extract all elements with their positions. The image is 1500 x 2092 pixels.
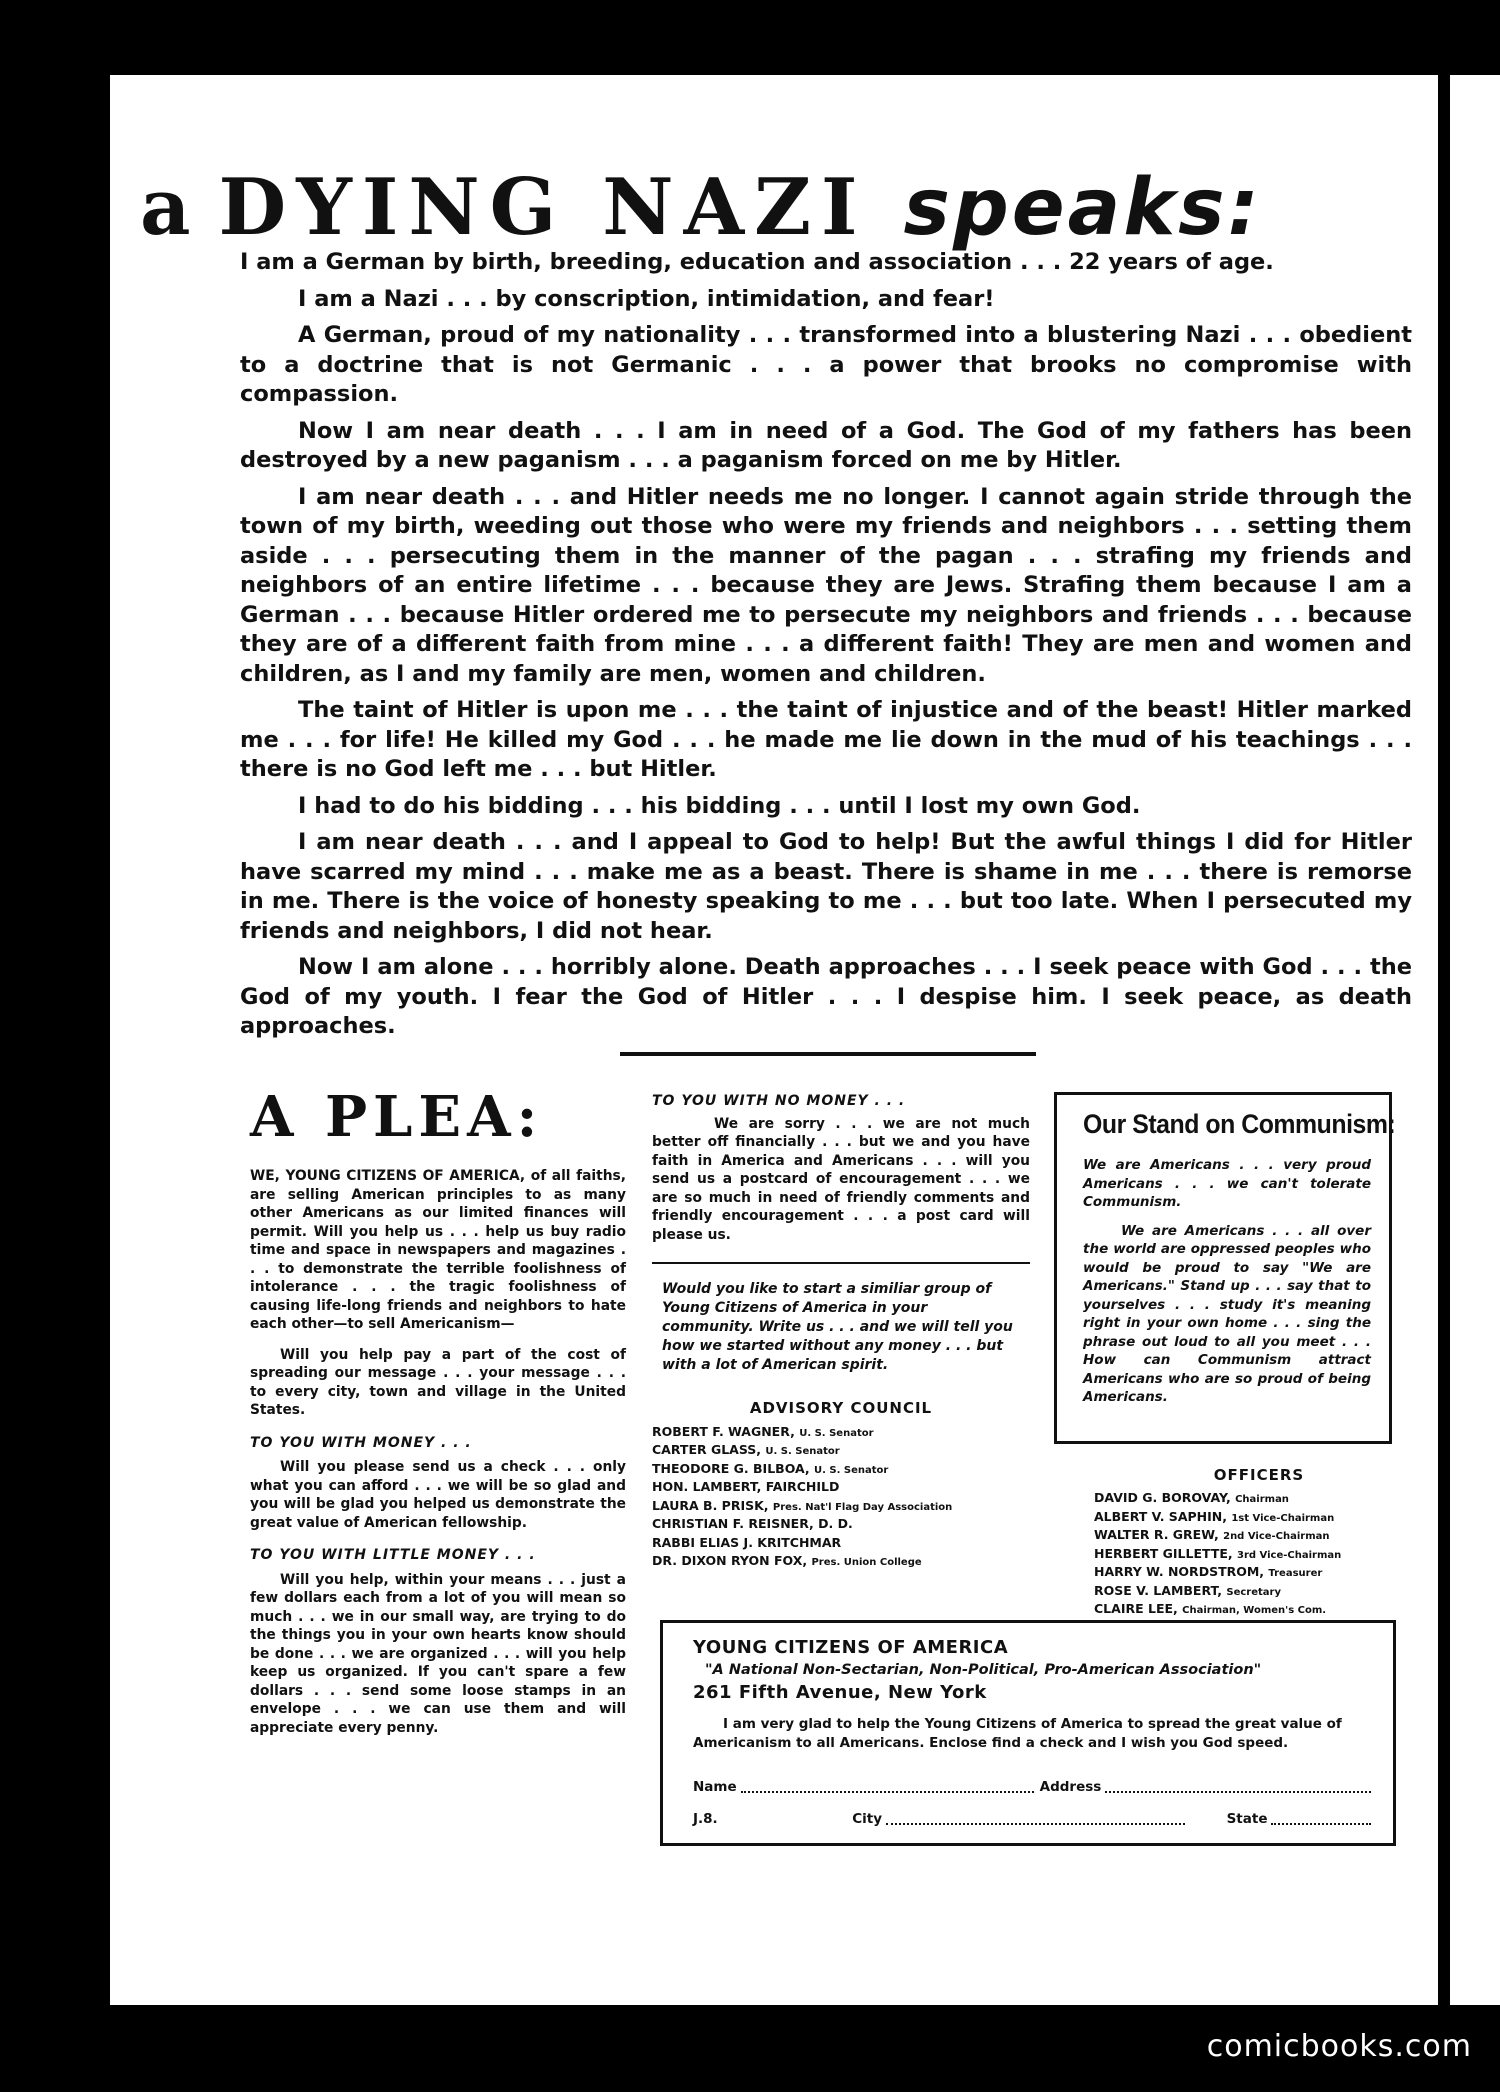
list-item	[1094, 1509, 1424, 1528]
facing-page-edge	[1450, 75, 1500, 2005]
advisory-heading: ADVISORY COUNCIL	[749, 1399, 933, 1417]
address-field[interactable]	[1105, 1777, 1371, 1793]
officer-name: HARRY W. NORDSTROM,	[1094, 1564, 1265, 1579]
coupon-code: J.8.	[693, 1811, 718, 1827]
headline-nazi: NAZI	[602, 162, 868, 253]
list-item	[1094, 1490, 1424, 1509]
member-name: LAURA B. PRISK,	[652, 1497, 769, 1513]
list-item	[1094, 1601, 1424, 1620]
coupon-address: 261 Fifth Avenue, New York	[693, 1682, 987, 1703]
story-paragraph: I am a German by birth, breeding, education and association . . . 22 years of age.	[240, 249, 1274, 275]
officer-name: ROSE V. LAMBERT,	[1094, 1582, 1223, 1598]
member-role: U. S. Senator	[799, 1427, 874, 1439]
list-item	[652, 1424, 1030, 1443]
list-item	[652, 1479, 1030, 1498]
member-name: ROBERT F. WAGNER,	[652, 1423, 795, 1439]
money-text: Will you please send us a check . . . only what you can afford . . . we will be so glad and you will be glad you helped us demonstrate the great value of American fellowship.	[250, 1459, 626, 1531]
member-name: HON. LAMBERT, FAIRCHILD	[652, 1479, 840, 1494]
officer-name: WALTER R. GREW,	[1094, 1527, 1219, 1542]
plea-column	[250, 1085, 626, 1749]
headline	[140, 162, 1430, 253]
address-label: Address	[1039, 1779, 1102, 1795]
little-money-heading: TO YOU WITH LITTLE MONEY . . .	[250, 1547, 536, 1563]
stand-paragraph: We are Americans . . . all over the world are oppressed peoples who would be proud to say "We are Americans." Stand up . . . say that to yourselves . . . study it's meaning right in your own home . . . sing the phrase out loud to all you meet . . . How can Communism attract Americans who are so proud of being Americans.	[1083, 1222, 1371, 1405]
stand-title: Our Stand on Communism:	[1083, 1109, 1396, 1139]
officer-name: CLAIRE LEE,	[1094, 1601, 1178, 1616]
list-item	[1094, 1546, 1424, 1565]
officer-name: DAVID G. BOROVAY,	[1094, 1490, 1231, 1505]
state-field[interactable]	[1271, 1809, 1371, 1825]
list-item	[1094, 1583, 1424, 1602]
story-paragraph: I am near death . . . and Hitler needs me no longer. I cannot again stride through the town of my birth, weeding out those who were my friends and neighbors . . . setting them aside . . . persecuting them in the manner of the pagan . . . strafing my friends and neighbors of an entire lifetime . . . because they are Jews. Strafing them because I am a German . . . because Hitler ordered me to persecute my neighbors and friends . . . because they are of a different faith from mine . . . a different faith! They are men and women and children, as I and my family are men, women and children.	[240, 483, 1412, 687]
member-role: Pres. Union College	[811, 1557, 922, 1568]
list-item	[652, 1553, 1030, 1572]
city-label: City	[852, 1811, 883, 1827]
officer-role: Treasurer	[1268, 1568, 1323, 1579]
officers-list	[1094, 1490, 1424, 1620]
money-heading: TO YOU WITH MONEY . . .	[250, 1434, 472, 1451]
list-item	[1094, 1564, 1424, 1583]
advisory-list	[652, 1424, 1030, 1572]
list-item	[652, 1461, 1030, 1480]
no-money-heading: TO YOU WITH NO MONEY . . .	[652, 1093, 906, 1109]
story-paragraph: Now I am alone . . . horribly alone. Death approaches . . . I seek peace with God . . . the God of my youth. I fear the God of Hitler . . . I despise him. I seek peace, as death approaches.	[240, 954, 1412, 1039]
name-label: Name	[693, 1779, 737, 1795]
middle-column	[652, 1092, 1030, 1572]
member-name: CARTER GLASS,	[652, 1442, 762, 1457]
member-name: RABBI ELIAS J. KRITCHMAR	[652, 1534, 842, 1550]
officers-heading: OFFICERS	[1213, 1466, 1305, 1484]
member-name: CHRISTIAN F. REISNER, D. D.	[652, 1516, 853, 1531]
coupon-motto: "A National Non-Sectarian, Non-Political, Pro-American Association"	[705, 1662, 1262, 1678]
list-item	[652, 1535, 1030, 1554]
headline-speaks: speaks:	[903, 163, 1262, 253]
story-paragraph: I am near death . . . and I appeal to God to help! But the awful things I did for Hitler have scarred my mind . . . make me as a beast. There is shame in me . . . there is remorse in me. There is the voice of honesty speaking to me . . . but too late. When I persecuted my friends and neighbors, I did not hear.	[240, 829, 1412, 944]
little-money-text: Will you help, within your means . . . just a few dollars each from a lot of you will mean so much . . . we in our small way, are trying to do the things you in your own hearts know should be done . . . we are organized . . . will you help keep us organized. If you can't spare a few dollars . . . send some loose stamps in an envelope . . . we can use them and will appreciate every penny.	[250, 1571, 626, 1736]
story-paragraph: I had to do his bidding . . . his bidding . . . until I lost my own God.	[298, 792, 1141, 819]
member-role: Pres. Nat'l Flag Day Association	[772, 1501, 953, 1513]
site-watermark: comicbooks.com	[1206, 2029, 1472, 2064]
section-divider	[620, 1052, 1036, 1056]
group-invite: Would you like to start a similiar group of Young Citizens of America in your community. Write us . . . and we will tell you how we started without any money . . . but with a lot of American spirit.	[662, 1281, 1013, 1373]
no-money-text: We are sorry . . . we are not much better off financially . . . but we and you have faith in America and Americans . . . will you send us a postcard of encouragement . . . we are so much in need of friendly comments and friendly encouragement . . . a post card will please us.	[652, 1115, 1030, 1243]
member-name: DR. DIXON RYON FOX,	[652, 1553, 808, 1568]
headline-dying: DYING	[218, 162, 567, 253]
advisory-council	[652, 1399, 1030, 1572]
officer-role: 3rd Vice-Chairman	[1237, 1549, 1342, 1561]
story-paragraph: The taint of Hitler is upon me . . . the taint of injustice and of the beast! Hitler marked me . . . for life! He killed my God . . . he made me lie down in the mud of his teachings . . . there is no God left me . . . but Hitler.	[240, 697, 1412, 782]
coupon-org-name: YOUNG CITIZENS OF AMERICA	[693, 1637, 1009, 1658]
plea-title: A PLEA:	[250, 1084, 544, 1150]
state-label: State	[1226, 1811, 1268, 1827]
plea-help: Will you help pay a part of the cost of spreading our message . . . your message . . . to every city, town and village in the United States.	[250, 1346, 626, 1418]
officer-role: 1st Vice-Chairman	[1231, 1512, 1335, 1524]
officers	[1094, 1466, 1424, 1620]
officer-name: HERBERT GILLETTE,	[1094, 1545, 1233, 1561]
list-item	[652, 1498, 1030, 1517]
member-role: U. S. Senator	[814, 1464, 889, 1476]
name-field[interactable]	[741, 1777, 1034, 1793]
officer-name: ALBERT V. SAPHIN,	[1094, 1508, 1227, 1524]
member-role: U. S. Senator	[765, 1446, 840, 1457]
coupon-message: I am very glad to help the Young Citizens of America to spread the great value of Americanism to all Americans. Enclose find a check and I wish you God speed.	[693, 1716, 1342, 1751]
coupon-row-city	[693, 1809, 1377, 1827]
story-paragraph: A German, proud of my nationality . . . transformed into a blustering Nazi . . . obedient to a doctrine that is not Germanic . . . a power that brooks no compromise with compassion.	[240, 322, 1412, 407]
communism-stand-box	[1054, 1092, 1396, 1444]
officer-role: Chairman, Women's Com.	[1182, 1605, 1327, 1616]
list-item	[652, 1516, 1030, 1535]
coupon-row-name	[693, 1777, 1377, 1795]
officer-role: Secretary	[1226, 1586, 1281, 1598]
city-field[interactable]	[886, 1809, 1185, 1825]
story-body	[240, 248, 1412, 1049]
plea-intro: WE, YOUNG CITIZENS OF AMERICA, of all faiths, are selling American principles to as many other Americans as our limited finances will permit. Will you help us . . . help us buy radio time and space in newspapers and magazines . . . to demonstrate the terrible foolishness of intolerance . . . the tragic foolishness of causing life-long friends and neighbors to hate each other—to sell Americanism—	[250, 1168, 626, 1332]
donation-coupon	[660, 1620, 1396, 1846]
officer-role: Chairman	[1235, 1494, 1289, 1505]
divider	[652, 1262, 1030, 1264]
story-paragraph: Now I am near death . . . I am in need of a God. The God of my fathers has been destroyed by a new paganism . . . a paganism forced on me by Hitler.	[240, 417, 1412, 473]
stand-paragraph: We are Americans . . . very proud Americans . . . we can't tolerate Communism.	[1083, 1157, 1371, 1210]
officer-role: 2nd Vice-Chairman	[1223, 1531, 1330, 1542]
list-item	[1094, 1527, 1424, 1546]
member-name: THEODORE G. BILBOA,	[652, 1460, 810, 1476]
page-gutter	[1438, 75, 1450, 2005]
story-paragraph: I am a Nazi . . . by conscription, intimidation, and fear!	[298, 285, 995, 312]
list-item	[652, 1442, 1030, 1461]
headline-a: a	[140, 162, 197, 253]
